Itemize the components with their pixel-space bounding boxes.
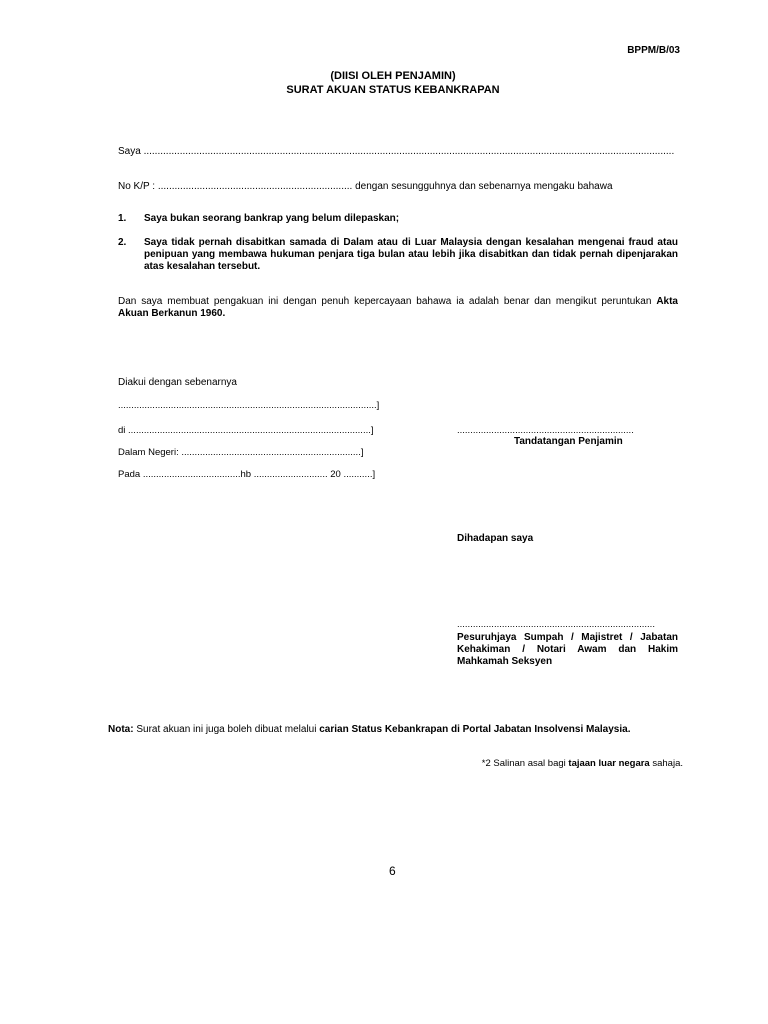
list-item [0, 213, 768, 227]
copies-note [482, 758, 683, 770]
form-code: BPPM/B/03 [627, 45, 680, 56]
name-line: ..................................................................................................] [118, 400, 380, 411]
saya-line: Saya ............................................................................................................................................................................................... [118, 146, 675, 157]
statement-paragraph [118, 296, 678, 320]
copies-prefix: *2 Salinan asal bagi [481, 758, 569, 769]
di-line: di ............................................................................................] [118, 425, 374, 436]
official-dots: ........................................................................... [457, 619, 655, 630]
note-text: Surat akuan ini juga boleh dibuat melalui [133, 724, 320, 735]
nokp-line: No K/P : ...................................................................... dengan sesungguhnya dan sebenarnya mengaku bahawa [118, 181, 613, 192]
attestation-heading: Diakui dengan sebenarnya [118, 377, 237, 388]
list-item-text: Saya tidak pernah disabitkan samada di Dalam atau di Luar Malaysia dengan kesalahan mengenai fraud atau penipuan yang membawa hukuman penjara tiga bulan atau lebih jika disabitkan dan tidak pernah dipenjarakan atas kesalahan tersebut. [144, 237, 678, 272]
page-number: 6 [389, 864, 396, 878]
act-name: Akta Akuan Berkanun 1960. [118, 296, 678, 319]
page-title: SURAT AKUAN STATUS KEBANKRAPAN [286, 84, 500, 96]
pada-line: Pada .....................................hb ............................ 20 ...........] [118, 469, 376, 480]
list-item-number: 2. [118, 237, 127, 248]
note-label: Nota: [108, 724, 134, 735]
header-subtitle: (DIISI OLEH PENJAMIN) [330, 70, 456, 82]
note-line [108, 724, 688, 736]
list-item [0, 237, 768, 277]
copies-suffix: sahaja. [649, 758, 683, 769]
before-me-heading: Dihadapan saya [457, 533, 534, 544]
note-portal: carian Status Kebankrapan di Portal Jabatan Insolvensi Malaysia. [319, 724, 631, 735]
copies-bold: tajaan luar negara [568, 758, 650, 769]
list-item-text: Saya bukan seorang bankrap yang belum dilepaskan; [144, 213, 400, 224]
official-label: Pesuruhjaya Sumpah / Majistret / Jabatan Kehakiman / Notari Awam dan Hakim Mahkamah Seksyen [457, 632, 678, 667]
list-item-number: 1. [118, 213, 127, 224]
signature-label: Tandatangan Penjamin [514, 436, 623, 447]
dalam-negeri-line: Dalam Negeri: ....................................................................] [118, 447, 364, 458]
statement-text: Dan saya membuat pengakuan ini dengan penuh kepercayaan bahawa ia adalah benar dan mengikut peruntukan [118, 296, 657, 307]
signature-dots: ................................................................... [457, 425, 634, 436]
